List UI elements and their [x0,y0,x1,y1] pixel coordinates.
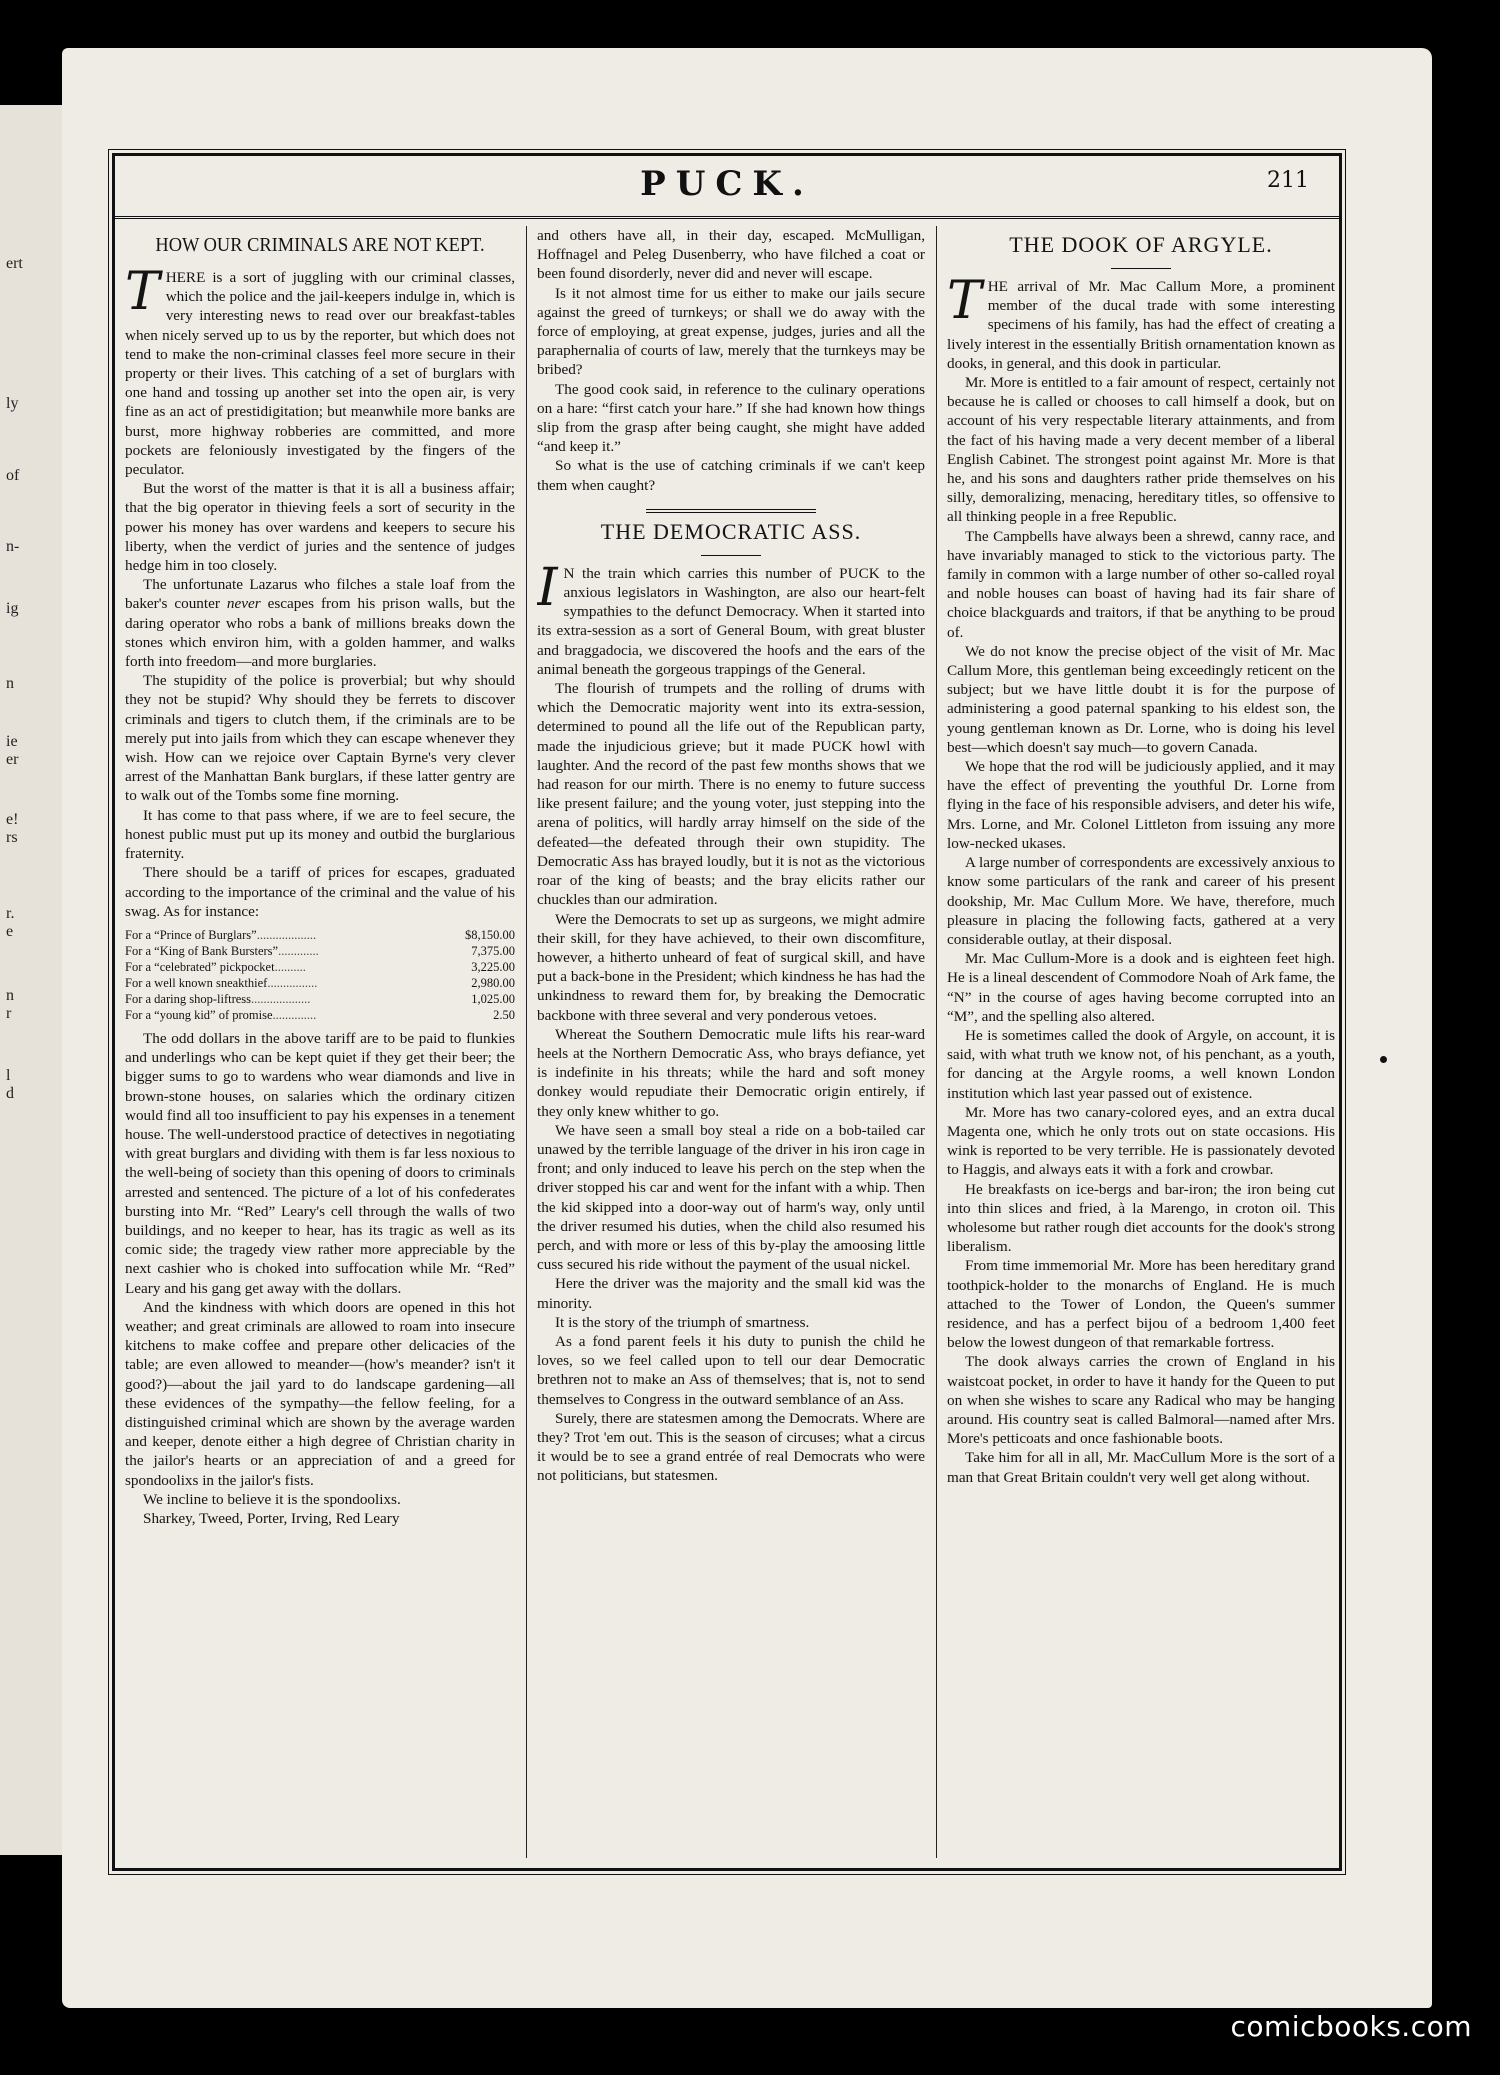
tariff-row: For a “Prince of Burglars”................... $8,150.00 [125,927,515,942]
article-paragraph: Mr. More is entitled to a fair amount of respect, certainly not because he is called or chooses to call himself a dook, but on account of his very respectable literary attainments, and from the fact of his having made a very decent member of a liberal English Cabinet. The strongest point against Mr. More is that he, and his sons and daughters rather pride themselves on his silly, demoralizing, menacing, hereditary titles, so offensive to all thinking people in a free Republic. [947,374,1335,526]
article-paragraph: The good cook said, in reference to the culinary operations on a hare: “first catch your hare.” If she had known how things slip from the grasp after being caught, she might have added “and keep it.” [537,380,925,456]
article-title: THE DEMOCRATIC ASS. [600,518,862,544]
tariff-row: For a “young kid” of promise.............. 2.50 [125,1007,515,1022]
column-2 [537,226,925,1858]
left-page-edge [0,105,62,1855]
tariff-row: For a daring shop-liftress................... 1,025.00 [125,991,515,1006]
article-paragraph: He is sometimes called the dook of Argyle, on account, it is said, with what truth we know not, of his penchant, as a youth, for dancing at the Argyle rooms, a well known London institution which last year passed out of existence. [947,1026,1335,1102]
masthead: PUCK. [640,164,814,204]
article-paragraph: Surely, there are statesmen among the Democrats. Where are they? Trot 'em out. This is the season of circuses; what a circus it would be to see a grand entrée of real Democrats who were not politicians, but statesmen. [537,1409,925,1485]
article-paragraph: From time immemorial Mr. More has been hereditary grand toothpick-holder to the monarchs of England. He is much attached to the Tower of London, the Queen's summer residence, and has a perfect bijou of a bedroom 1,400 feet below the lowest dungeon of that remarkable fortress. [947,1257,1335,1352]
article-paragraph: Here the driver was the majority and the small kid was the minority. [537,1275,925,1312]
left-page-fragment: r. [6,905,15,922]
column-3 [947,226,1335,1858]
left-page-fragment: ert [6,255,23,272]
column-rule [526,226,527,1858]
left-page-fragment: l [6,1067,11,1084]
article-paragraph: The unfortunate Lazarus who filches a stale loaf from the baker's counter never escapes from his prison walls, but the daring operator who robs a bank of millions breaks down the stones which environ him, with a golden hammer, and walks forth into freedom—and more burglaries. [125,576,515,671]
article-paragraph: So what is the use of catching criminals if we can't keep them when caught? [537,457,925,494]
tariff-table [125,927,515,1023]
left-page-fragment: n [6,675,14,692]
article-paragraph: Whereat the Southern Democratic mule lifts his rear-ward heels at the Northern Democratic Ass, who brays defiance, yet is indefinite in his threats; while the hard and soft money donkey would repudiate their Democratic origin entirely, if they only knew whither to go. [537,1025,925,1120]
section-divider [646,509,816,513]
article-paragraph: The flourish of trumpets and the rolling of drums with which the Democratic majority went into its extra-session, determined to pound all the life out of the Republican party, made the injudicious grieve; but it made PUCK howl with laughter. And the record of the past few months shows that we had reason for our mirth. There is no enemy to future success like present failure; and the young voter, just stepping into the arena of politics, will hardly array himself on the side of the defeated—the defeated through their own stupidity. The Democratic Ass has brayed loudly, but it is not as the victorious roar of the king of beasts; and the bray elicits rather our chuckles than our admiration. [537,680,925,909]
page-header [115,156,1339,219]
left-page-fragment: er [6,751,19,768]
article-paragraph: We hope that the rod will be judiciously applied, and it may have the effect of preventing the youthful Dr. Lorne from flying in the face of his responsible advisers, and deter his wife, Mrs. Lorne, and Mr. Colonel Littleton from issuing any more low-necked ukases. [947,758,1335,852]
left-page-fragment: ie [6,733,18,750]
title-rule [701,555,761,556]
article-title: HOW OUR CRIMINALS ARE NOT KEPT. [155,234,485,256]
article-paragraph: We do not know the precise object of the visit of Mr. Mac Callum More, this gentleman being exceedingly reticent on the subject; but we have little doubt it is for the purpose of administering a good paternal spanking to his eldest son, the young gentleman known as Dr. Lorne, who is doing his level best—which doesn't say much—to govern Canada. [947,642,1335,756]
article-paragraph: Mr. More has two canary-colored eyes, and an extra ducal Magenta one, which he only trots out on state occasions. His wink is reported to be very terrible. He is passionately devoted to Haggis, and always eats it with a fork and crowbar. [947,1103,1335,1179]
left-page-fragment: e [6,923,14,940]
page-frame [112,153,1342,1871]
article-paragraph: We incline to believe it is the spondoolixs. [143,1490,401,1508]
article-paragraph: THE arrival of Mr. Mac Callum More, a prominent member of the ducal trade with some interesting specimens of his family, has had the effect of creating a lively interest in the essentially British ornamentation known as dooks, in general, and this dook in particular. [947,271,1335,372]
drop-cap: I [537,557,558,618]
title-rule [1111,268,1171,269]
watermark: comicbooks.com [1230,2010,1472,2043]
ink-speck [1380,1056,1387,1063]
left-page-fragment: ly [6,395,19,412]
page-number: 211 [1267,168,1309,193]
left-page-fragment: ig [6,600,19,617]
left-page-fragment: e! [6,811,19,828]
left-page-fragment: d [6,1085,14,1102]
drop-cap: T [125,262,160,322]
tariff-row: For a well known sneakthief................ 2,980.00 [125,975,515,990]
article-paragraph: Mr. Mac Cullum-More is a dook and is eighteen feet high. He is a lineal descendent of Commodore Noah of Ark fame, the “N” in the course of ages having become corrupted into an “M”, and the spelling also altered. [947,950,1335,1025]
tariff-row: For a “celebrated” pickpocket.......... 3,225.00 [125,959,515,974]
article-paragraph: The Campbells have always been a shrewd, canny race, and have invariably managed to stick to the victorious party. The family in common with a large number of other so-called royal and noble houses can boast of having had its fair share of choice blackguards and traitors, if that be anything to be proud of. [947,527,1335,641]
left-page-fragment: r [6,1005,12,1022]
newspaper-page [62,48,1432,2008]
left-page-fragment: rs [6,829,18,846]
article-paragraph: The odd dollars in the above tariff are to be paid to flunkies and underlings who can be kept quiet if they get their beer; the bigger sums to go to wardens who wear diamonds and live in brown-stone houses, on salaries which the ordinary citizen would find all too insufficient to pay his expenses in a tenement house. The well-understood practice of detectives in negotiating with great burglars and dividing with them is far less noxious to the well-being of society than this opening of doors to criminals arrested and sentenced. The picture of a lot of his confederates bursting into Mr. “Red” Leary's cell through the walls of two buildings, and no keeper to hear, has its tragic as well as its comic side; the tragedy view rather more appreciable by the next cashier who is choked into suffocation while Mr. “Red” Leary and his gang get away with the dollars. [125,1029,515,1297]
article-paragraph: and others have all, in their day, escaped. McMulligan, Hoffnagel and Peleg Dusenberry, who have filched a coat or been found disorderly, never did and never will escape. [537,227,925,283]
article-paragraph: I N the train which carries this number of PUCK to the anxious legislators in Washington, are also our heart-felt sympathies to the defunct Democracy. When it started into its extra-session as a sort of General Boum, with great bluster and braggadocia, we discovered the hoofs and the ears of the animal beneath the gorgeous trappings of the General. [537,557,925,678]
article-paragraph: The dook always carries the crown of England in his waistcoat pocket, in order to have it handy for the Queen to put on when she wishes to scare any Radical who may be hanging around. His country seat is called Balmoral—named after Mrs. More's petticoats and once fashionable boots. [947,1353,1335,1448]
article-paragraph: It is the story of the triumph of smartness. [555,1313,810,1331]
article-paragraph: We have seen a small boy steal a ride on a bob-tailed car unawed by the terrible language of the driver in his iron cage in front; and only induced to leave his perch on the step when the driver stopped his car and went for the infant with a whip. Then the kid skipped into a door-way out of harm's way, only until the driver resumed his duties, when the child also resumed his perch, and with more or less of this by-play the amoosing little cuss secured his ride without the payment of the usual nickel. [537,1121,925,1274]
left-page-fragment: of [6,467,20,484]
column-1 [125,226,515,1858]
article-paragraph: Take him for all in all, Mr. MacCullum More is the sort of a man that Great Britain couldn't very well get along without. [947,1449,1335,1486]
article-paragraph: As a fond parent feels it his duty to punish the child he loves, so we feel called upon to tell our dear Democratic brethren not to make an Ass of themselves; that is, not to send themselves to Congress in the outward semblance of an Ass. [537,1332,925,1408]
article-paragraph: THERE is a sort of juggling with our criminal classes, which the police and the jail-keepers indulge in, which is very interesting news to read over our breakfast-tables when nicely served up to us by the reporter, but which does not tend to make the non-criminal classes feel more secure in their property or their lives. This catching of a set of burglars with one hand and tossing up another set into the open air, is very fine as an act of prestidigitation; but meanwhile more banks are burst, more highway robberies are committed, and more pockets are feloniously investigated by the fingers of the peculator. [125,262,515,479]
left-page-fragment: n- [6,538,20,555]
article-paragraph: And the kindness with which doors are opened in this hot weather; and great criminals are allowed to roam into insecure kitchens to make coffee and prepare other delicacies of the table; are even allowed to meander—(how's meander? isn't it good?)—about the jail yard to do landscape gardening—all these evidences of the sympathy—the fellow feeling, for a distinguished criminal which are shown by the average warden and keeper, denote either a high degree of Christian charity in the jailor's hearts or an appreciation of and a greed for spondoolixs in the jailor's fists. [125,1298,515,1489]
article-paragraph: There should be a tariff of prices for escapes, graduated according to the importance of the criminal and the value of his swag. As for instance: [125,864,515,920]
article-paragraph: But the worst of the matter is that it is all a business affair; that the big operator in thieving feels a sort of security in the power his money has over wardens and keepers to secure his liberty, when the verdict of juries and the sentence of judges hedge him in too closely. [125,480,515,575]
article-paragraph: The stupidity of the police is proverbial; but why should they not be stupid? Why should they be ferrets to discover criminals and tigers to clutch them, if the criminals are to be merely put into jails from which they can escape whenever they wish. How can we rejoice over Captain Byrne's very clever arrest of the Manhattan Bank burglars, if these latter gentry are to walk out of the Tombs some fine morning. [125,672,515,805]
drop-cap: T [947,271,982,331]
article-paragraph: Were the Democrats to set up as surgeons, we might admire their skill, for they have achieved, to their own discomfiture, however, a hitherto unheard of feat of surgical skill, and have put a back-bone in the President; which kindness he has had the unkindness to reward them for, by breaking the Democratic backbone with three several and very ponderous vetoes. [537,910,925,1024]
article-title: THE DOOK OF ARGYLE. [1009,232,1273,257]
article-paragraph: He breakfasts on ice-bergs and bar-iron; the iron being cut into thin slices and fried, à la Marengo, in croton oil. This wholesome but rather rough diet accounts for the dook's strong liberalism. [947,1180,1335,1256]
article-paragraph: Is it not almost time for us either to make our jails secure against the greed of turnkeys; or shall we do away with the force of employing, at great expense, judges, juries and all the paraphernalia of courts of law, merely that the turnkeys may be bribed? [537,284,925,379]
tariff-row: For a “King of Bank Bursters”............. 7,375.00 [125,943,515,958]
article-paragraph: Sharkey, Tweed, Porter, Irving, Red Leary [143,1509,400,1527]
column-rule [936,226,937,1858]
article-paragraph: A large number of correspondents are excessively anxious to know some particulars of the rank and career of his present dookship, Mr. Mac Cullum More. We have, therefore, much pleasure in placing the following facts, gathered at a very considerable outlay, at their disposal. [947,854,1335,948]
left-page-fragment: n [6,987,14,1004]
article-paragraph: It has come to that pass where, if we are to feel secure, the honest public must put up its money and outbid the burglarious fraternity. [125,806,515,863]
